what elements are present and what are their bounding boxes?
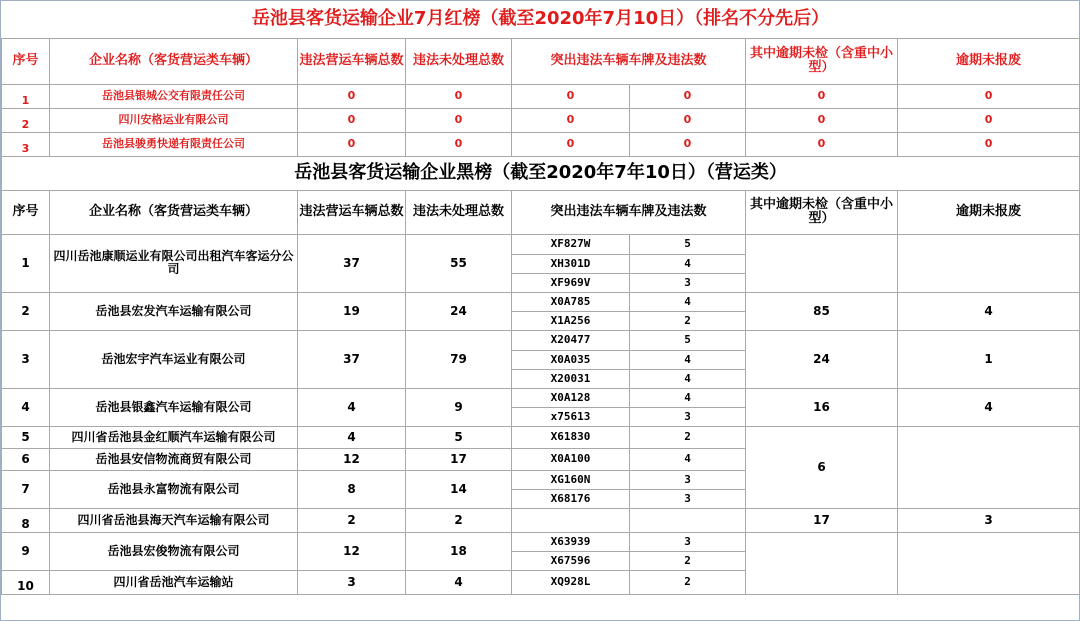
company-name: 四川省岳池县海天汽车运输有限公司	[50, 508, 298, 532]
overdue-scrap: 0	[898, 84, 1080, 108]
plate-number: XQ928L	[512, 570, 630, 594]
plate-violation-count: 3	[630, 470, 746, 489]
plate-number: X20477	[512, 330, 630, 350]
header-name: 企业名称（客货营运类车辆）	[50, 38, 298, 84]
plate-number: 0	[512, 84, 630, 108]
header-unhandled: 违法未处理总数	[406, 38, 512, 84]
black-list-row	[2, 426, 1080, 448]
row-seq: 3	[2, 330, 50, 388]
ranking-table	[1, 1, 1080, 595]
plate-violation-count: 2	[630, 570, 746, 594]
row-seq: 1	[2, 84, 50, 108]
overdue-inspection: 24	[746, 330, 898, 388]
black-list-row	[2, 234, 1080, 254]
company-name: 岳池县骏勇快递有限责任公司	[50, 132, 298, 156]
black-list-row	[2, 330, 1080, 350]
company-name: 岳池县银鑫汽车运输有限公司	[50, 388, 298, 426]
plate-number: 0	[512, 108, 630, 132]
overdue-scrap: 4	[898, 388, 1080, 426]
plate-number: XF969V	[512, 273, 630, 292]
overdue-scrap: 3	[898, 508, 1080, 532]
plate-violation-count: 3	[630, 489, 746, 508]
plate-violation-count: 0	[630, 108, 746, 132]
overdue-inspection: 85	[746, 292, 898, 330]
unhandled-count: 4	[406, 570, 512, 594]
red-list-title: 岳池县客货运输企业7月红榜（截至2020年7月10日）（排名不分先后）	[2, 1, 1080, 38]
red-list-row	[2, 84, 1080, 108]
row-seq: 3	[2, 132, 50, 156]
row-seq: 6	[2, 448, 50, 470]
plate-violation-count: 3	[630, 273, 746, 292]
row-seq: 10	[2, 570, 50, 594]
unhandled-count: 2	[406, 508, 512, 532]
plate-violation-count: 4	[630, 292, 746, 311]
plate-number: X0A100	[512, 448, 630, 470]
company-name: 四川岳池康顺运业有限公司出租汽车客运分公司	[50, 234, 298, 292]
overdue-scrap: 0	[898, 132, 1080, 156]
unhandled-count: 0	[406, 132, 512, 156]
violations-count: 4	[298, 426, 406, 448]
violations-count: 0	[298, 84, 406, 108]
header-overdue-inspection: 其中逾期未检（含重中小型）	[746, 38, 898, 84]
unhandled-count: 17	[406, 448, 512, 470]
black-list-row	[2, 508, 1080, 532]
header-unhandled: 违法未处理总数	[406, 190, 512, 234]
plate-number: XH301D	[512, 254, 630, 273]
violations-count: 0	[298, 132, 406, 156]
header-seq: 序号	[2, 38, 50, 84]
plate-violation-count: 3	[630, 532, 746, 551]
overdue-inspection: 6	[746, 426, 898, 508]
overdue-scrap	[898, 426, 1080, 508]
plate-violation-count: 4	[630, 388, 746, 407]
header-overdue-scrap: 逾期未报废	[898, 38, 1080, 84]
violations-count: 12	[298, 448, 406, 470]
header-violations: 违法营运车辆总数	[298, 190, 406, 234]
overdue-scrap: 0	[898, 108, 1080, 132]
violations-count: 0	[298, 108, 406, 132]
plate-number: X20031	[512, 369, 630, 388]
row-seq: 7	[2, 470, 50, 508]
red-list-row	[2, 132, 1080, 156]
company-name: 岳池县银城公交有限责任公司	[50, 84, 298, 108]
company-name: 岳池县安信物流商贸有限公司	[50, 448, 298, 470]
company-name: 四川安格运业有限公司	[50, 108, 298, 132]
overdue-inspection: 0	[746, 108, 898, 132]
plate-number: X1A256	[512, 311, 630, 330]
company-name: 岳池宏宇汽车运业有限公司	[50, 330, 298, 388]
violations-count: 19	[298, 292, 406, 330]
unhandled-count: 14	[406, 470, 512, 508]
plate-number	[512, 508, 630, 532]
company-name: 岳池县宏俊物流有限公司	[50, 532, 298, 570]
header-violations: 违法营运车辆总数	[298, 38, 406, 84]
header-name: 企业名称（客货营运类车辆）	[50, 190, 298, 234]
unhandled-count: 5	[406, 426, 512, 448]
plate-number: X68176	[512, 489, 630, 508]
overdue-inspection: 16	[746, 388, 898, 426]
unhandled-count: 0	[406, 108, 512, 132]
unhandled-count: 18	[406, 532, 512, 570]
overdue-inspection: 17	[746, 508, 898, 532]
row-seq: 2	[2, 292, 50, 330]
unhandled-count: 9	[406, 388, 512, 426]
violations-count: 8	[298, 470, 406, 508]
overdue-inspection	[746, 234, 898, 292]
violations-count: 37	[298, 234, 406, 292]
violations-count: 3	[298, 570, 406, 594]
red-list-header	[2, 38, 1080, 84]
row-seq: 9	[2, 532, 50, 570]
row-seq: 5	[2, 426, 50, 448]
overdue-scrap	[898, 234, 1080, 292]
plate-number: x75613	[512, 407, 630, 426]
plate-violation-count: 4	[630, 448, 746, 470]
black-list-title: 岳池县客货运输企业黑榜（截至2020年7年10日）（营运类）	[2, 156, 1080, 190]
overdue-inspection: 0	[746, 132, 898, 156]
violations-count: 37	[298, 330, 406, 388]
overdue-inspection	[746, 532, 898, 594]
unhandled-count: 55	[406, 234, 512, 292]
company-name: 岳池县永富物流有限公司	[50, 470, 298, 508]
violations-count: 4	[298, 388, 406, 426]
header-overdue-scrap: 逾期未报废	[898, 190, 1080, 234]
plate-number: X0A785	[512, 292, 630, 311]
header-plates: 突出违法车辆车牌及违法数	[512, 190, 746, 234]
plate-violation-count	[630, 508, 746, 532]
plate-violation-count: 4	[630, 369, 746, 388]
plate-number: X0A128	[512, 388, 630, 407]
plate-number: XF827W	[512, 234, 630, 254]
plate-violation-count: 2	[630, 551, 746, 570]
company-name: 四川省岳池县金红顺汽车运输有限公司	[50, 426, 298, 448]
plate-violation-count: 3	[630, 407, 746, 426]
plate-violation-count: 2	[630, 426, 746, 448]
overdue-scrap: 4	[898, 292, 1080, 330]
plate-number: X67596	[512, 551, 630, 570]
plate-violation-count: 4	[630, 254, 746, 273]
plate-violation-count: 5	[630, 234, 746, 254]
plate-number: XG160N	[512, 470, 630, 489]
plate-violation-count: 5	[630, 330, 746, 350]
row-seq: 8	[2, 508, 50, 532]
plate-number: 0	[512, 132, 630, 156]
plate-number: X0A035	[512, 350, 630, 369]
unhandled-count: 0	[406, 84, 512, 108]
violations-count: 12	[298, 532, 406, 570]
red-list-row	[2, 108, 1080, 132]
black-list-header	[2, 190, 1080, 234]
row-seq: 2	[2, 108, 50, 132]
overdue-scrap: 1	[898, 330, 1080, 388]
plate-violation-count: 4	[630, 350, 746, 369]
overdue-inspection: 0	[746, 84, 898, 108]
plate-number: X63939	[512, 532, 630, 551]
plate-violation-count: 2	[630, 311, 746, 330]
company-name: 四川省岳池汽车运输站	[50, 570, 298, 594]
black-list-row	[2, 532, 1080, 551]
plate-number: X61830	[512, 426, 630, 448]
row-seq: 4	[2, 388, 50, 426]
violations-count: 2	[298, 508, 406, 532]
company-name: 岳池县宏发汽车运输有限公司	[50, 292, 298, 330]
overdue-scrap	[898, 532, 1080, 594]
plate-violation-count: 0	[630, 84, 746, 108]
unhandled-count: 79	[406, 330, 512, 388]
row-seq: 1	[2, 234, 50, 292]
black-list-row	[2, 292, 1080, 311]
black-list-row	[2, 388, 1080, 407]
header-overdue-inspection: 其中逾期未检（含重中小型）	[746, 190, 898, 234]
plate-violation-count: 0	[630, 132, 746, 156]
header-plates: 突出违法车辆车牌及违法数	[512, 38, 746, 84]
unhandled-count: 24	[406, 292, 512, 330]
header-seq: 序号	[2, 190, 50, 234]
